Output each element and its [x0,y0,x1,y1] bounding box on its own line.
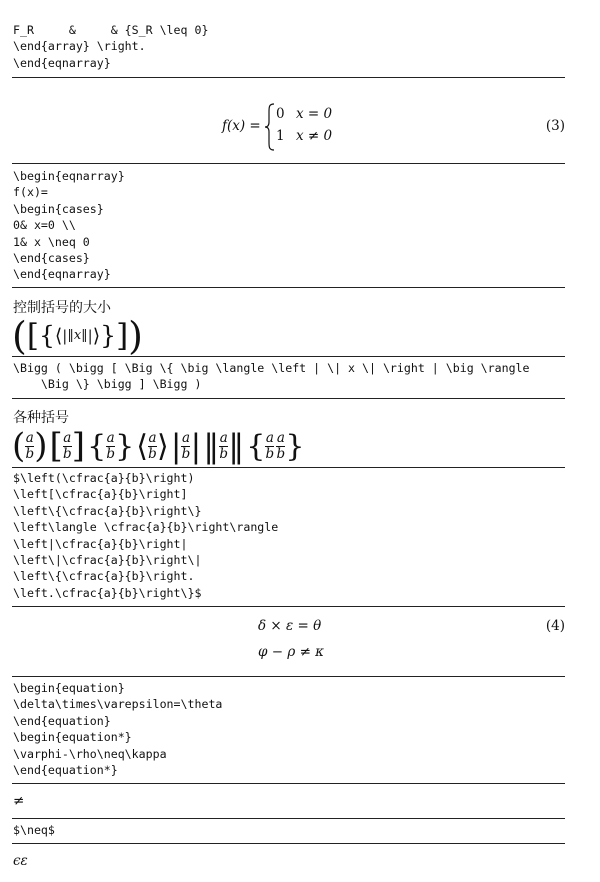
abs-bar-right: | [87,327,93,345]
eq4-line1: δ × ε = θ [258,618,322,634]
code-block-left-right: $\left(\cfrac{a}{b}\right) \left[\cfrac{a}{b}\right] \left\{\cfrac{a}{b}\right\} \left\langle \cfrac{a}{b}\right\rangle \left|\cfrac{a}{b}\right| \left\|\cfrac{a}{b}\right\| \left\{\cfrac{a}{b}\right. \left.\cfrac{a}{b}\right\}$ [13,471,279,600]
big-angle-left: ⟨ [54,325,63,347]
code-neq: $\neq$ [13,823,55,837]
eq3-lhs: f(x) = [222,118,261,134]
equation-3 [0,102,600,152]
big-brace-left: { [38,321,55,350]
bigg-paren-left: ( [12,314,27,358]
code-block-array-end: F_R & & {S_R \leq 0} \end{array} \right. \end{eqnarray} [13,23,209,70]
norm-x: ‖x‖ [67,328,88,343]
divider [12,398,565,399]
bracket-size-demo [12,314,143,358]
bracket-fractions-row [12,426,304,466]
eq4-line2: φ − ρ ≠ κ [258,644,325,660]
code-block-equation: \begin{equation} \delta\times\varepsilon=\theta \end{equation} \begin{equation*} \varphi-\rho\neq\kappa \end{equation*} [13,681,223,778]
right-brace-only-fraction: $\frac{a}{b}$ } [276,428,305,464]
left-brace-only-fraction: { $\frac{a}{b}$ [246,428,275,464]
epsilon-symbols: ϵε [13,853,28,869]
bigg-paren-right: ) [128,314,143,358]
section-title-bracket-size: 控制括号的大小 [13,300,111,316]
eq3-case2-value: 1 [276,128,285,144]
equation-number: (3) [545,118,565,134]
section-title-brackets: 各种括号 [13,410,69,426]
code-block-cases: \begin{eqnarray} f(x)= \begin{cases} 0& x=0 \\ 1& x \neq 0 \end{cases} \end{eqnarray} [13,169,125,282]
equation-number: (4) [545,618,565,634]
divider [12,676,565,677]
divider [12,77,565,78]
bigg-bracket-right: ] [116,318,129,354]
divider [12,606,565,607]
divider [12,356,565,357]
angle-fraction: ⟨ $\frac{a}{b}$ ⟩ [136,428,169,464]
eq3-case1-value: 0 [276,106,285,122]
neq-symbol: ≠ [13,793,25,809]
paren-fraction: ( $\frac{a}{b}$ ) [12,426,48,466]
divider [12,163,565,164]
norm-fraction: ‖ $\frac{a}{b}$ ‖ [203,427,245,465]
equation-4 [0,616,600,666]
eq3-case2-condition: x ≠ 0 [296,128,333,144]
divider [12,818,565,819]
bigg-bracket-left: [ [26,318,39,354]
divider [12,467,565,468]
divider [12,843,565,844]
eq3-case1-condition: x = 0 [296,106,333,122]
abs-fraction: | $\frac{a}{b}$ | [170,427,202,465]
big-brace-right: } [100,321,117,350]
left-brace-icon [264,103,276,151]
code-block-bigg: \Bigg ( \bigg [ \Big \{ \big \langle \left | \| x \| \right | \big \rangle \Big \} \bigg ] \Bigg ) [13,361,530,392]
divider [12,287,565,288]
big-angle-right: ⟩ [92,325,101,347]
divider [12,783,565,784]
bracket-fraction: [ $\frac{a}{b}$ ] [49,426,86,466]
abs-bar-left: | [62,327,68,345]
brace-fraction: { $\frac{a}{b}$ } [87,428,135,464]
